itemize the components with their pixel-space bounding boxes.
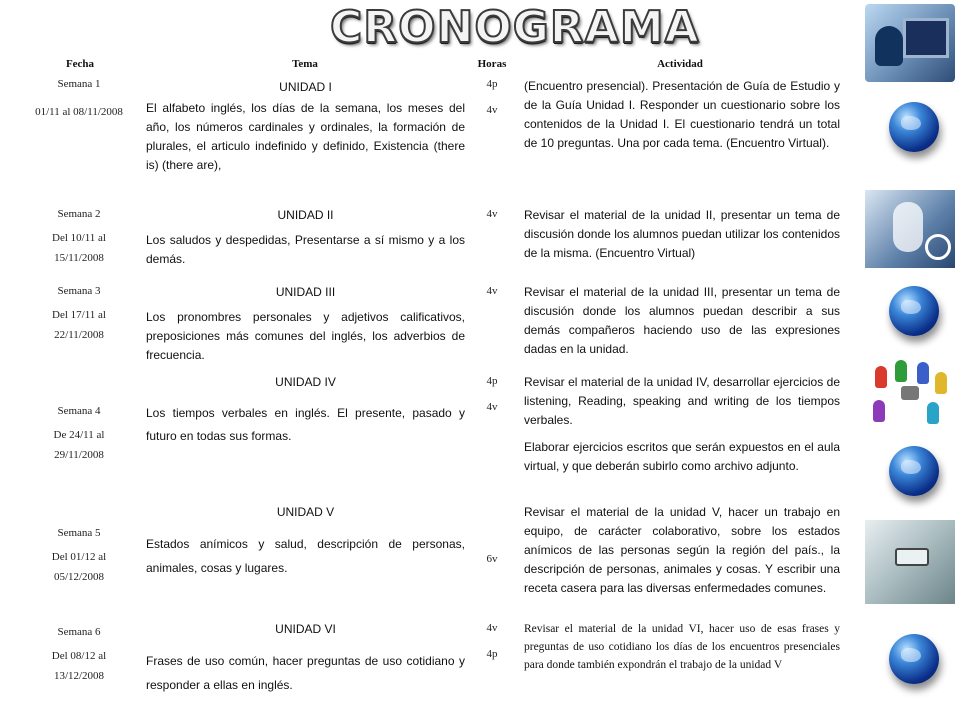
actividad-cell bbox=[524, 373, 840, 476]
header-tema: Tema bbox=[292, 58, 318, 70]
tema-text: Estados anímicos y salud, descripción de personas, animales, cosas y lugares. bbox=[146, 537, 465, 575]
header-fecha: Fecha bbox=[65, 58, 95, 70]
tema-text: Los pronombres personales y adjetivos calificativos, preposiciones más comunes del inglés, los adverbios de frecuencia. bbox=[146, 310, 465, 362]
header-horas: Horas bbox=[477, 58, 507, 70]
unidad-label: UNIDAD III bbox=[275, 285, 336, 299]
fecha-range: De 24/11 al 29/11/2008 bbox=[53, 429, 105, 461]
actividad-text: Revisar el material de la unidad VI, hacer uso de esas frases y preguntas de uso cotidiano los días de los encuentros presenciales para donde también expondrán el trabajo de la unidad V bbox=[524, 623, 840, 671]
horas-value: 4p bbox=[486, 648, 498, 660]
globe-image bbox=[865, 436, 955, 514]
tema-text: Frases de uso común, hacer preguntas de uso cotidiano y responder a ellas en inglés. bbox=[146, 654, 465, 692]
tema-cell bbox=[146, 283, 465, 365]
schedule-row-4 bbox=[0, 373, 860, 498]
horas-value: 4p bbox=[486, 375, 498, 387]
globe-image bbox=[865, 276, 955, 354]
network-people-image bbox=[865, 356, 955, 434]
semana-label: Semana 4 bbox=[57, 405, 101, 417]
unidad-label: UNIDAD VI bbox=[275, 622, 336, 636]
horas-cell bbox=[470, 285, 514, 297]
tema-cell bbox=[146, 206, 465, 269]
semana-label: Semana 5 bbox=[57, 527, 101, 539]
semana-label: Semana 3 bbox=[57, 285, 101, 297]
horas-value: 4v bbox=[486, 622, 498, 634]
horas-value: 4v bbox=[486, 285, 498, 297]
fecha-range: Del 08/12 al 13/12/2008 bbox=[51, 650, 107, 682]
semana-label: Semana 6 bbox=[57, 626, 101, 638]
horas-value: 4v bbox=[486, 104, 498, 116]
tema-text: El alfabeto inglés, los días de la semana, los meses del año, los números cardinales y ordinales, la formación de plurales, el articulo indefinido y definido, Existencia (there is) (there are), bbox=[146, 101, 465, 172]
page-title-wrap bbox=[330, 2, 700, 60]
semana-label: Semana 1 bbox=[57, 78, 101, 90]
schedule-row-5 bbox=[0, 503, 860, 615]
actividad-text: (Encuentro presencial). Presentación de Guía de Estudio y de la Guía Unidad I. Responder un cuestionario sobre los contenidos de la Unidad I. El cuestionario tendrá un total de 10 preguntas. Una por cada tema. (Encuentro Virtual). bbox=[524, 79, 840, 150]
header-actividad: Actividad bbox=[657, 58, 703, 70]
fecha-cell bbox=[12, 527, 146, 587]
actividad-text: Revisar el material de la unidad V, hacer un trabajo en equipo, de carácter colaborativo, sobre los estados anímicos de las personas según la región del país., la descripción de personas, animales y cosas. Y escribir una receta casera para las diversas enfermedades comunes. bbox=[524, 505, 840, 595]
fecha-cell bbox=[12, 405, 146, 465]
tema-text: Los saludos y despedidas, Presentarse a sí mismo y a los demás. bbox=[146, 233, 465, 266]
schedule-row-6 bbox=[0, 620, 860, 710]
horas-cell bbox=[470, 622, 514, 660]
actividad-cell bbox=[524, 620, 840, 674]
tema-text: Los tiempos verbales en inglés. El presente, pasado y futuro en todas sus formas. bbox=[146, 406, 465, 443]
horas-value: 4v bbox=[486, 401, 498, 413]
actividad-cell bbox=[524, 503, 840, 598]
fecha-range: Del 01/12 al 05/12/2008 bbox=[51, 551, 107, 583]
horas-value: 4p bbox=[486, 78, 498, 90]
horas-cell bbox=[470, 78, 514, 116]
horas-value: 6v bbox=[486, 553, 498, 565]
hand-at-image bbox=[865, 190, 955, 268]
fecha-cell bbox=[12, 78, 146, 122]
fecha-range: Del 17/11 al 22/11/2008 bbox=[52, 309, 106, 341]
globe-image bbox=[865, 624, 955, 702]
actividad-text: Revisar el material de la unidad II, presentar un tema de discusión donde los alumnos puedan utilizar los contenidos de la misma. (Encuentro Virtual) bbox=[524, 208, 840, 260]
horas-cell bbox=[470, 553, 514, 565]
tema-cell bbox=[146, 503, 465, 580]
schedule-row-3 bbox=[0, 283, 860, 373]
actividad-text: Elaborar ejercicios escritos que serán expuestos en el aula virtual, y que deberán subirlo como archivo adjunto. bbox=[524, 440, 840, 473]
horas-cell bbox=[470, 208, 514, 220]
unidad-label: UNIDAD IV bbox=[275, 375, 336, 389]
horas-value: 4v bbox=[486, 208, 498, 220]
unidad-label: UNIDAD II bbox=[277, 208, 334, 222]
arrow-image bbox=[865, 520, 955, 604]
horas-cell bbox=[470, 375, 514, 413]
fecha-cell bbox=[12, 285, 146, 345]
schedule-row-1 bbox=[0, 78, 860, 196]
actividad-cell bbox=[524, 283, 840, 359]
unidad-label: UNIDAD I bbox=[279, 80, 332, 94]
fecha-range: Del 10/11 al 15/11/2008 bbox=[52, 232, 106, 264]
unidad-label: UNIDAD V bbox=[276, 505, 335, 519]
computer-user-image bbox=[865, 4, 955, 82]
fecha-cell bbox=[12, 626, 146, 686]
fecha-cell bbox=[12, 208, 146, 268]
schedule-row-2 bbox=[0, 206, 860, 276]
actividad-text: Revisar el material de la unidad IV, desarrollar ejercicios de listening, Reading, speaking and writing de los tiempos verbales. bbox=[524, 375, 840, 427]
page-title: CRONOGRAMA bbox=[330, 2, 700, 53]
actividad-cell bbox=[524, 206, 840, 263]
actividad-cell bbox=[524, 77, 840, 153]
fecha-range: 01/11 al 08/11/2008 bbox=[35, 106, 123, 118]
tema-cell bbox=[146, 373, 465, 448]
actividad-text: Revisar el material de la unidad III, presentar un tema de discusión donde los alumnos puedan describir a sus demás compañeros haciendo uso de las expresiones dadas en la unidad. bbox=[524, 285, 840, 356]
tema-cell bbox=[146, 620, 465, 697]
semana-label: Semana 2 bbox=[57, 208, 101, 220]
globe-image bbox=[865, 92, 955, 170]
tema-cell bbox=[146, 78, 465, 175]
